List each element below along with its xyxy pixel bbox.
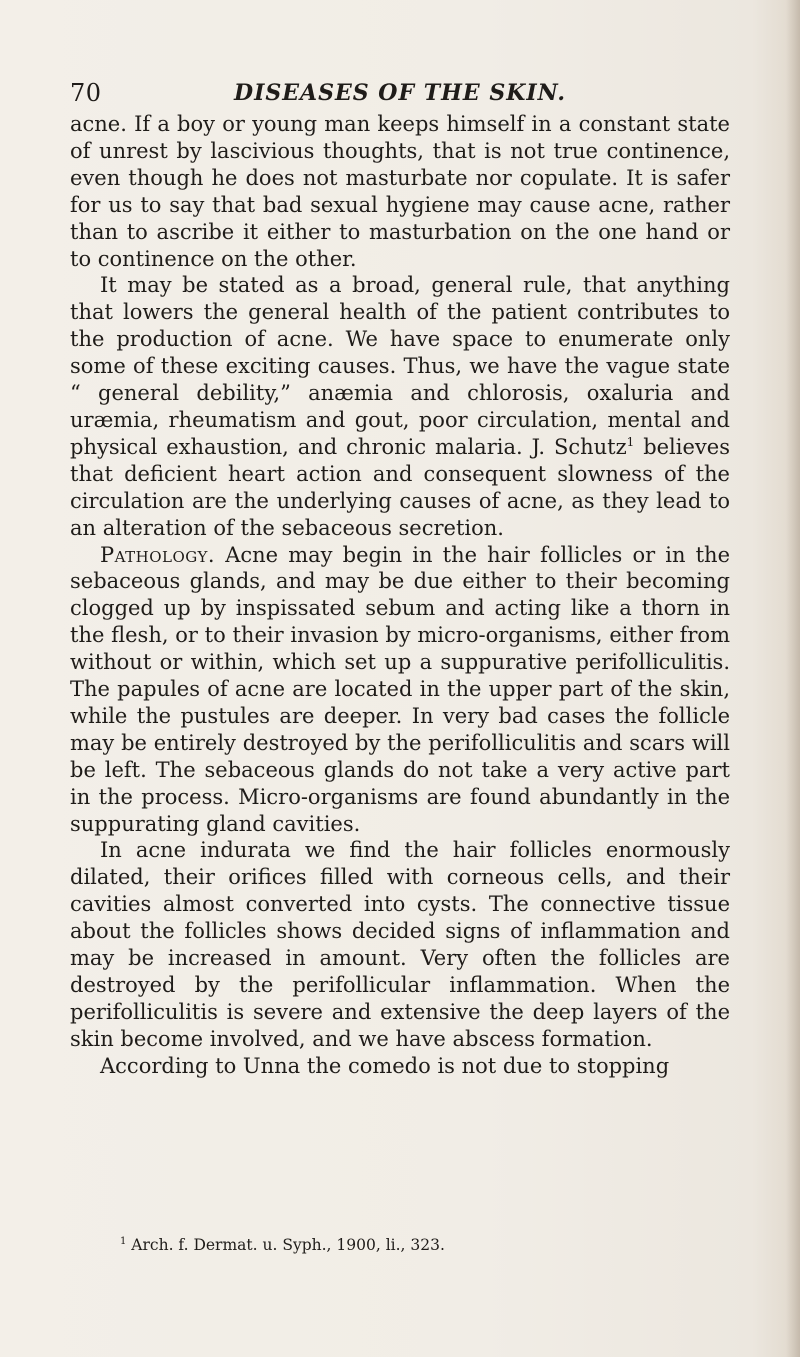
footnote — [100, 1235, 740, 1255]
page-header — [70, 78, 730, 112]
running-title: DISEASES OF THE SKIN. — [234, 80, 566, 106]
page-number: 70 — [70, 79, 102, 107]
page-edge-shadow — [786, 0, 800, 1357]
paragraph-text: believes that deficient heart action and consequent slowness of the circulation are the underlying causes of acne, as they lead to an alteration of the sebaceous secretion. — [70, 434, 730, 540]
footnote-text: Arch. f. Dermat. u. Syph., 1900, li., 323. — [126, 1236, 445, 1254]
paragraph-continued: acne. If a boy or young man keeps himself in a constant state of unrest by lascivious thoughts, that is not true continence, even though he does not masturbate nor copulate. It is safer for us to say that bad sexual hygiene may cause acne, rather than to ascribe it either to masturbation on the one hand or to continence on the other. — [70, 112, 730, 271]
paragraph-general-health — [70, 272, 730, 541]
footnote-marker: 1 — [120, 1235, 127, 1247]
paragraph-text: It may be stated as a broad, general rule, that anything that lowers the general health of the patient contributes to the production of acne. We have space to enumerate only some of these exciting causes. Thus, we have the vague state “ general debility,” anæmia and chlorosis, oxaluria and uræmia, rheumatism and gout, poor circulation, mental and physical exhaustion, and chronic malaria. J. Schutz — [70, 273, 730, 459]
body-text — [70, 111, 730, 1080]
section-heading-pathology: Pathology. — [100, 542, 216, 567]
paragraph-acne-indurata: In acne indurata we find the hair follicles enormously dilated, their orifices filled with corneous cells, and their cavities almost converted into cysts. The connective tissue about the follicles shows decided signs of inflammation and may be increased in amount. Very often the follicles are destroyed by the perifollicular inflammation. When the perifolliculitis is severe and extensive the deep layers of the skin become involved, and we have abscess formation. — [70, 838, 730, 1051]
footnote-reference: 1 — [626, 434, 635, 449]
paragraph-text: Acne may begin in the hair follicles or in the sebaceous glands, and may be due either to their becoming clogged up by inspissated sebum and acting like a thorn in the flesh, or to their invasion by micro-organisms, either from without or within, which set up a suppurative perifolliculitis. The papules of acne are located in the upper part of the skin, while the pustules are deeper. In very bad cases the follicle may be entirely destroyed by the perifolliculitis and scars will be left. The sebaceous glands do not take a very active part in the process. Micro-organisms are found abundantly in the suppurating gland cavities. — [70, 542, 730, 836]
paragraph-unna: According to Unna the comedo is not due to stopping — [100, 1053, 670, 1078]
paragraph-pathology — [70, 542, 730, 838]
